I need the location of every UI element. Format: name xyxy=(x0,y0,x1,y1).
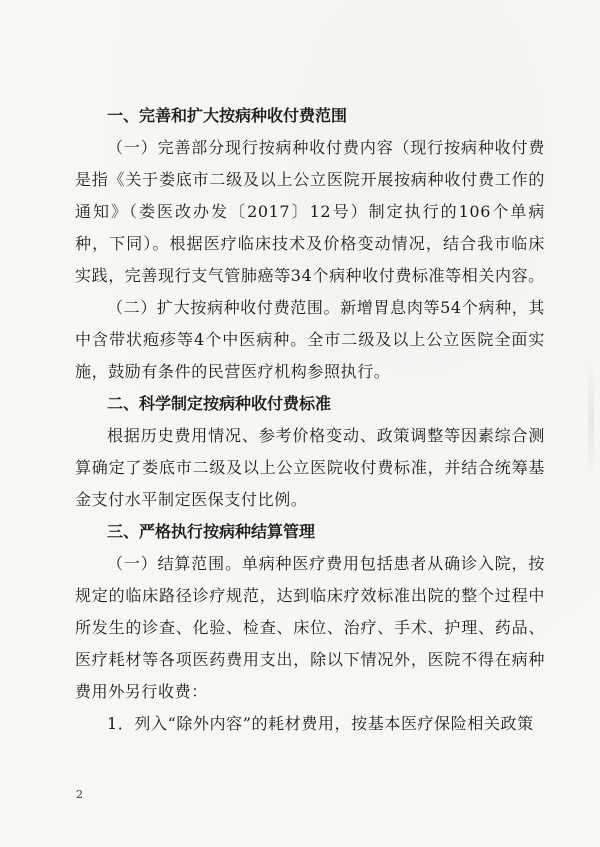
section-1-paragraph-1: （一）完善部分现行按病种收付费内容（现行按病种收付费是指《关于娄底市二级及以上公立医院开展按病种收付费工作的通知》（娄医改办发〔2017〕12号）制定执行的106个单病种，下同）。根据医疗临床技术及价格变动情况，结合我市临床实践，完善现行支气管肺癌等34个病种收付费标准等相关内容。 xyxy=(75,138,545,285)
page-number: 2 xyxy=(76,788,83,801)
section-2-paragraph-1: 根据历史费用情况、参考价格变动、政策调整等因素综合测算确定了娄底市二级及以上公立医院收付费标准，并结合统筹基金支付水平制定医保支付比例。 xyxy=(75,426,545,509)
section-1-paragraph-2: （二）扩大按病种收付费范围。新增胃息肉等54个病种，其中含带状疱疹等4个中医病种。全市二级及以上公立医院全面实施，鼓励有条件的民营医疗机构参照执行。 xyxy=(75,298,545,381)
scan-edge-shadow xyxy=(588,360,594,480)
section-3-list-item-1: 1．列入“除外内容”的耗材费用，按基本医疗保险相关政策 xyxy=(107,714,534,733)
document-body xyxy=(75,100,545,740)
section-3-paragraph-1: （一）结算范围。单病种医疗费用包括患者从确诊入院，按规定的临床路径诊疗规范，达到临床疗效标准出院的整个过程中所发生的诊查、化验、检查、床位、治疗、手术、护理、药品、医疗耗材等各项医药费用支出，除以下情况外，医院不得在病种费用外另行收费： xyxy=(75,554,545,701)
section-heading-3: 三、严格执行按病种结算管理 xyxy=(107,522,316,541)
section-heading-1: 一、完善和扩大按病种收付费范围 xyxy=(107,106,348,125)
section-heading-2: 二、科学制定按病种收付费标准 xyxy=(107,394,332,413)
